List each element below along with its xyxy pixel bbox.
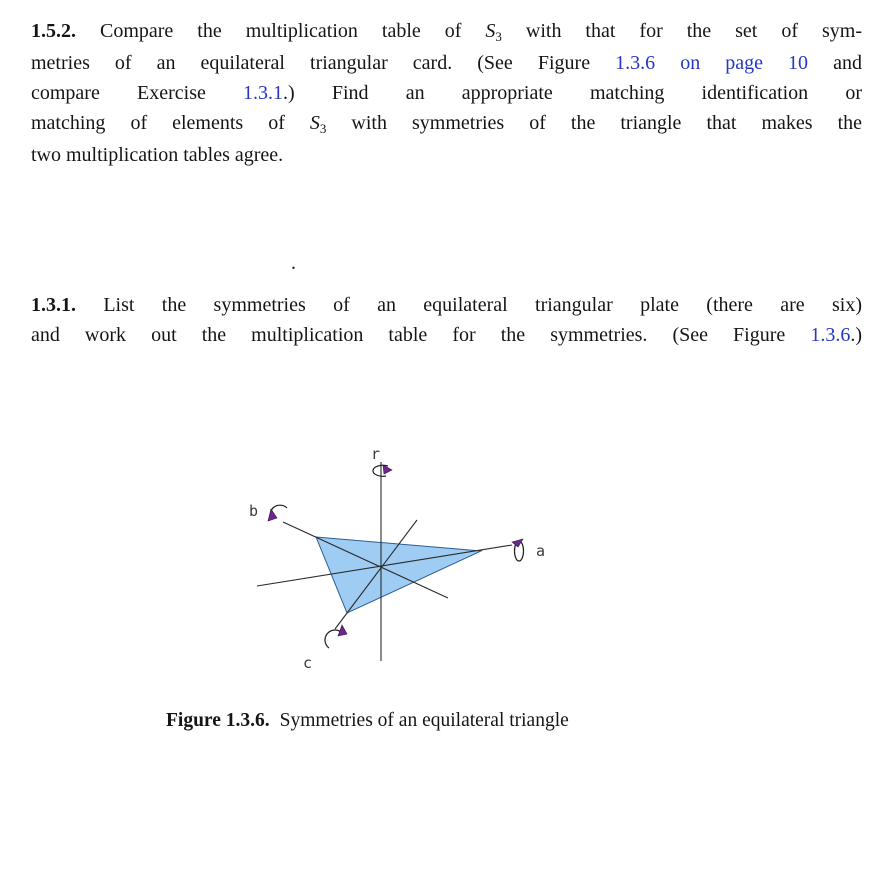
text-segment: Compare the multiplication table of [76,20,486,42]
text-segment: 1.3.1. [31,294,76,316]
rotation-arc-c [325,630,341,648]
text-segment: .) [850,324,862,346]
label-b: b [249,502,259,520]
figure-caption [166,706,569,736]
text-segment: matching of elements of [31,112,310,134]
text-line [31,290,862,320]
figure-caption-label: Figure 1.3.6. [166,710,270,731]
figure-caption-text: Symmetries of an equilateral triangle [279,710,569,731]
text-segment: metries of an equilateral triangular card. (See Figure [31,52,616,74]
label-r: r [371,445,381,463]
rotation-arrow-r [373,465,392,476]
rotation-arrow-a [512,539,524,561]
text-line [31,16,862,48]
cross-reference-link[interactable]: 1.3.1 [243,82,284,104]
arrowhead-b-icon [268,509,277,521]
text-segment: compare Exercise [31,82,244,104]
text-line [31,48,862,78]
text-line [31,140,862,170]
text-line [31,78,862,108]
text-segment: two multiplication tables agree. [31,144,284,166]
text-segment: and [808,52,862,74]
cross-reference-link[interactable]: 1.3.6 on page 10 [615,52,809,74]
text-segment: S [485,20,496,42]
text-segment: .) Find an appropriate matching identification or [283,82,862,104]
exercise-1-5-2 [31,16,862,170]
text-segment: with that for the set of sym- [501,20,862,42]
text-segment: and work out the multiplication table for the symmetries. (See Figure [31,324,811,346]
figure-1-3-6 [220,440,570,690]
text-line [31,320,862,350]
label-a: a [536,542,546,560]
text-segment: S [309,112,320,134]
text-segment: 3 [319,121,327,136]
text-segment: 3 [495,29,502,44]
exercise-1-3-1 [31,290,862,350]
rotation-arrow-b [268,505,287,521]
text-segment: List the symmetries of an equilateral triangular plate (there are six) [76,294,862,316]
label-c: c [303,654,313,672]
text-line [31,108,862,140]
text-segment: with symmetries of the triangle that makes the [326,112,863,134]
stray-period: . [291,252,296,274]
text-segment: 1.5.2. [31,20,76,42]
cross-reference-link[interactable]: 1.3.6 [810,324,851,346]
